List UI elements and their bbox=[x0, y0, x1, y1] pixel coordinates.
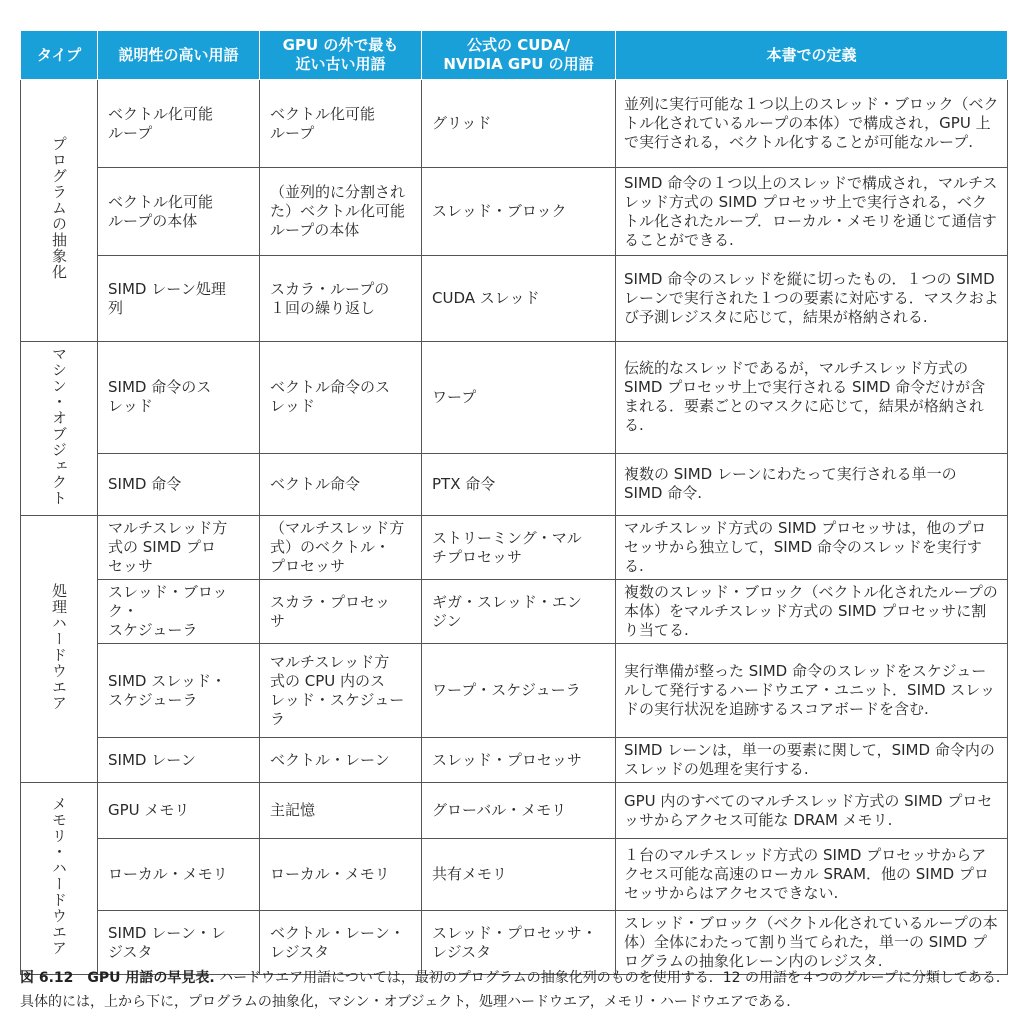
descriptive-cell: ローカル・メモリ bbox=[98, 839, 260, 911]
descriptive-cell: SIMD レーン処理 列 bbox=[98, 256, 260, 342]
type-cell bbox=[21, 342, 98, 516]
table-row bbox=[21, 342, 1008, 454]
definition-cell: マルチスレッド方式の SIMD プロセッサは，他のプロセッサから独立して，SIMD 命令のスレッドを実行する. bbox=[616, 516, 1008, 580]
closest-cell: ベクトル化可能 ループ bbox=[260, 80, 422, 168]
definition-cell: SIMD 命令のスレッドを縦に切ったもの．１つの SIMD レーンで実行された１つの要素に対応する．マスクおよび予測レジスタに応じて，結果が格納される. bbox=[616, 256, 1008, 342]
definition-cell: GPU 内のすべてのマルチスレッド方式の SIMD プロセッサからアクセス可能な DRAM メモリ. bbox=[616, 783, 1008, 839]
table-row bbox=[21, 516, 1008, 580]
type-label: プログラムの抽象化 bbox=[50, 136, 68, 280]
table-body bbox=[21, 80, 1008, 975]
table-row bbox=[21, 80, 1008, 168]
official-cell: グリッド bbox=[422, 80, 616, 168]
definition-cell: 複数の SIMD レーンにわたって実行される単一の SIMD 命令. bbox=[616, 453, 1008, 515]
definition-cell: SIMD 命令の１つ以上のスレッドで構成され，マルチスレッド方式の SIMD プロセッサ上で実行される，ベクトル化されたループ．ローカル・メモリを通じて通信することができる. bbox=[616, 168, 1008, 256]
table-row bbox=[21, 783, 1008, 839]
closest-cell: 主記憶 bbox=[260, 783, 422, 839]
official-cell: ギガ・スレッド・エン ジン bbox=[422, 580, 616, 644]
official-cell: PTX 命令 bbox=[422, 453, 616, 515]
descriptive-cell: SIMD レーン・レ ジスタ bbox=[98, 911, 260, 975]
table-row bbox=[21, 580, 1008, 644]
definition-cell: 並列に実行可能な１つ以上のスレッド・ブロック（ベクトル化されているループの本体）で構成され，GPU 上で実行される，ベクトル化することが可能なループ. bbox=[616, 80, 1008, 168]
closest-cell: ベクトル命令のス レッド bbox=[260, 342, 422, 454]
descriptive-cell: GPU メモリ bbox=[98, 783, 260, 839]
type-label: メモリ・ハードウエア bbox=[50, 796, 68, 956]
closest-cell: ローカル・メモリ bbox=[260, 839, 422, 911]
definition-cell: スレッド・ブロック（ベクトル化されているループの本体）全体にわたって割り当てられた，単一の SIMD プログラムの抽象化レーン内のレジスタ. bbox=[616, 911, 1008, 975]
definition-cell: 伝統的なスレッドであるが，マルチスレッド方式の SIMD プロセッサ上で実行される SIMD 命令だけが含まれる．要素ごとのマスクに応じて，結果が格納される. bbox=[616, 342, 1008, 454]
descriptive-cell: マルチスレッド方 式の SIMD プロ セッサ bbox=[98, 516, 260, 580]
figure-caption bbox=[20, 966, 1010, 1014]
official-cell: ワープ bbox=[422, 342, 616, 454]
descriptive-cell: SIMD 命令のス レッド bbox=[98, 342, 260, 454]
closest-cell: スカラ・ループの １回の繰り返し bbox=[260, 256, 422, 342]
official-cell: スレッド・ブロック bbox=[422, 168, 616, 256]
closest-cell: ベクトル・レーン bbox=[260, 738, 422, 783]
official-cell: 共有メモリ bbox=[422, 839, 616, 911]
table-row bbox=[21, 839, 1008, 911]
table-row bbox=[21, 168, 1008, 256]
descriptive-cell: SIMD 命令 bbox=[98, 453, 260, 515]
type-label: 処理ハードウエア bbox=[50, 582, 68, 711]
type-cell bbox=[21, 516, 98, 783]
official-cell: グローバル・メモリ bbox=[422, 783, 616, 839]
header-type: タイプ bbox=[21, 31, 98, 80]
type-cell bbox=[21, 80, 98, 342]
header-descriptive: 説明性の高い用語 bbox=[98, 31, 260, 80]
gpu-terminology-table bbox=[20, 30, 1008, 975]
descriptive-cell: ベクトル化可能 ループの本体 bbox=[98, 168, 260, 256]
closest-cell: マルチスレッド方 式の CPU 内のス レッド・スケジュー ラ bbox=[260, 644, 422, 738]
descriptive-cell: SIMD レーン bbox=[98, 738, 260, 783]
closest-cell: ベクトル命令 bbox=[260, 453, 422, 515]
header-definition: 本書での定義 bbox=[616, 31, 1008, 80]
definition-cell: SIMD レーンは，単一の要素に関して，SIMD 命令内のスレッドの処理を実行する. bbox=[616, 738, 1008, 783]
descriptive-cell: SIMD スレッド・ スケジューラ bbox=[98, 644, 260, 738]
closest-cell: スカラ・プロセッ サ bbox=[260, 580, 422, 644]
type-label: マシン・オブジェクト bbox=[50, 346, 68, 506]
table-row bbox=[21, 256, 1008, 342]
official-cell: CUDA スレッド bbox=[422, 256, 616, 342]
official-cell: スレッド・プロセッサ・ レジスタ bbox=[422, 911, 616, 975]
official-cell: ワープ・スケジューラ bbox=[422, 644, 616, 738]
definition-cell: 複数のスレッド・ブロック（ベクトル化されたループの本体）をマルチスレッド方式の SIMD プロセッサに割り当てる. bbox=[616, 580, 1008, 644]
closest-cell: （並列的に分割された）ベクトル化可能ループの本体 bbox=[260, 168, 422, 256]
caption-text: ハードウエア用語については，最初のプログラムの抽象化列のものを使用する．12 の用語を４つのグループに分類してある．具体的には，上から下に，プログラムの抽象化，マシン・オブジェクト，処理ハードウエア，メモリ・ハードウエアである. bbox=[20, 970, 1010, 1010]
header-closest: GPU の外で最も 近い古い用語 bbox=[260, 31, 422, 80]
header-official: 公式の CUDA/ NVIDIA GPU の用語 bbox=[422, 31, 616, 80]
definition-cell: 実行準備が整った SIMD 命令のスレッドをスケジュールして発行するハードウエア・ユニット．SIMD スレッドの実行状況を追跡するスコアボードを含む. bbox=[616, 644, 1008, 738]
closest-cell: （マルチスレッド方 式）のベクトル・ プロセッサ bbox=[260, 516, 422, 580]
header-row bbox=[21, 31, 1008, 80]
descriptive-cell: スレッド・ブロック・ スケジューラ bbox=[98, 580, 260, 644]
type-cell bbox=[21, 783, 98, 975]
closest-cell: ベクトル・レーン・ レジスタ bbox=[260, 911, 422, 975]
table-row bbox=[21, 738, 1008, 783]
caption-figure-label: 図 6.12 GPU 用語の早見表. bbox=[20, 970, 215, 986]
table-row bbox=[21, 644, 1008, 738]
table-row bbox=[21, 911, 1008, 975]
official-cell: スレッド・プロセッサ bbox=[422, 738, 616, 783]
definition-cell: １台のマルチスレッド方式の SIMD プロセッサからアクセス可能な高速のローカル SRAM．他の SIMD プロセッサからはアクセスできない. bbox=[616, 839, 1008, 911]
table-row bbox=[21, 453, 1008, 515]
official-cell: ストリーミング・マル チプロセッサ bbox=[422, 516, 616, 580]
descriptive-cell: ベクトル化可能 ループ bbox=[98, 80, 260, 168]
